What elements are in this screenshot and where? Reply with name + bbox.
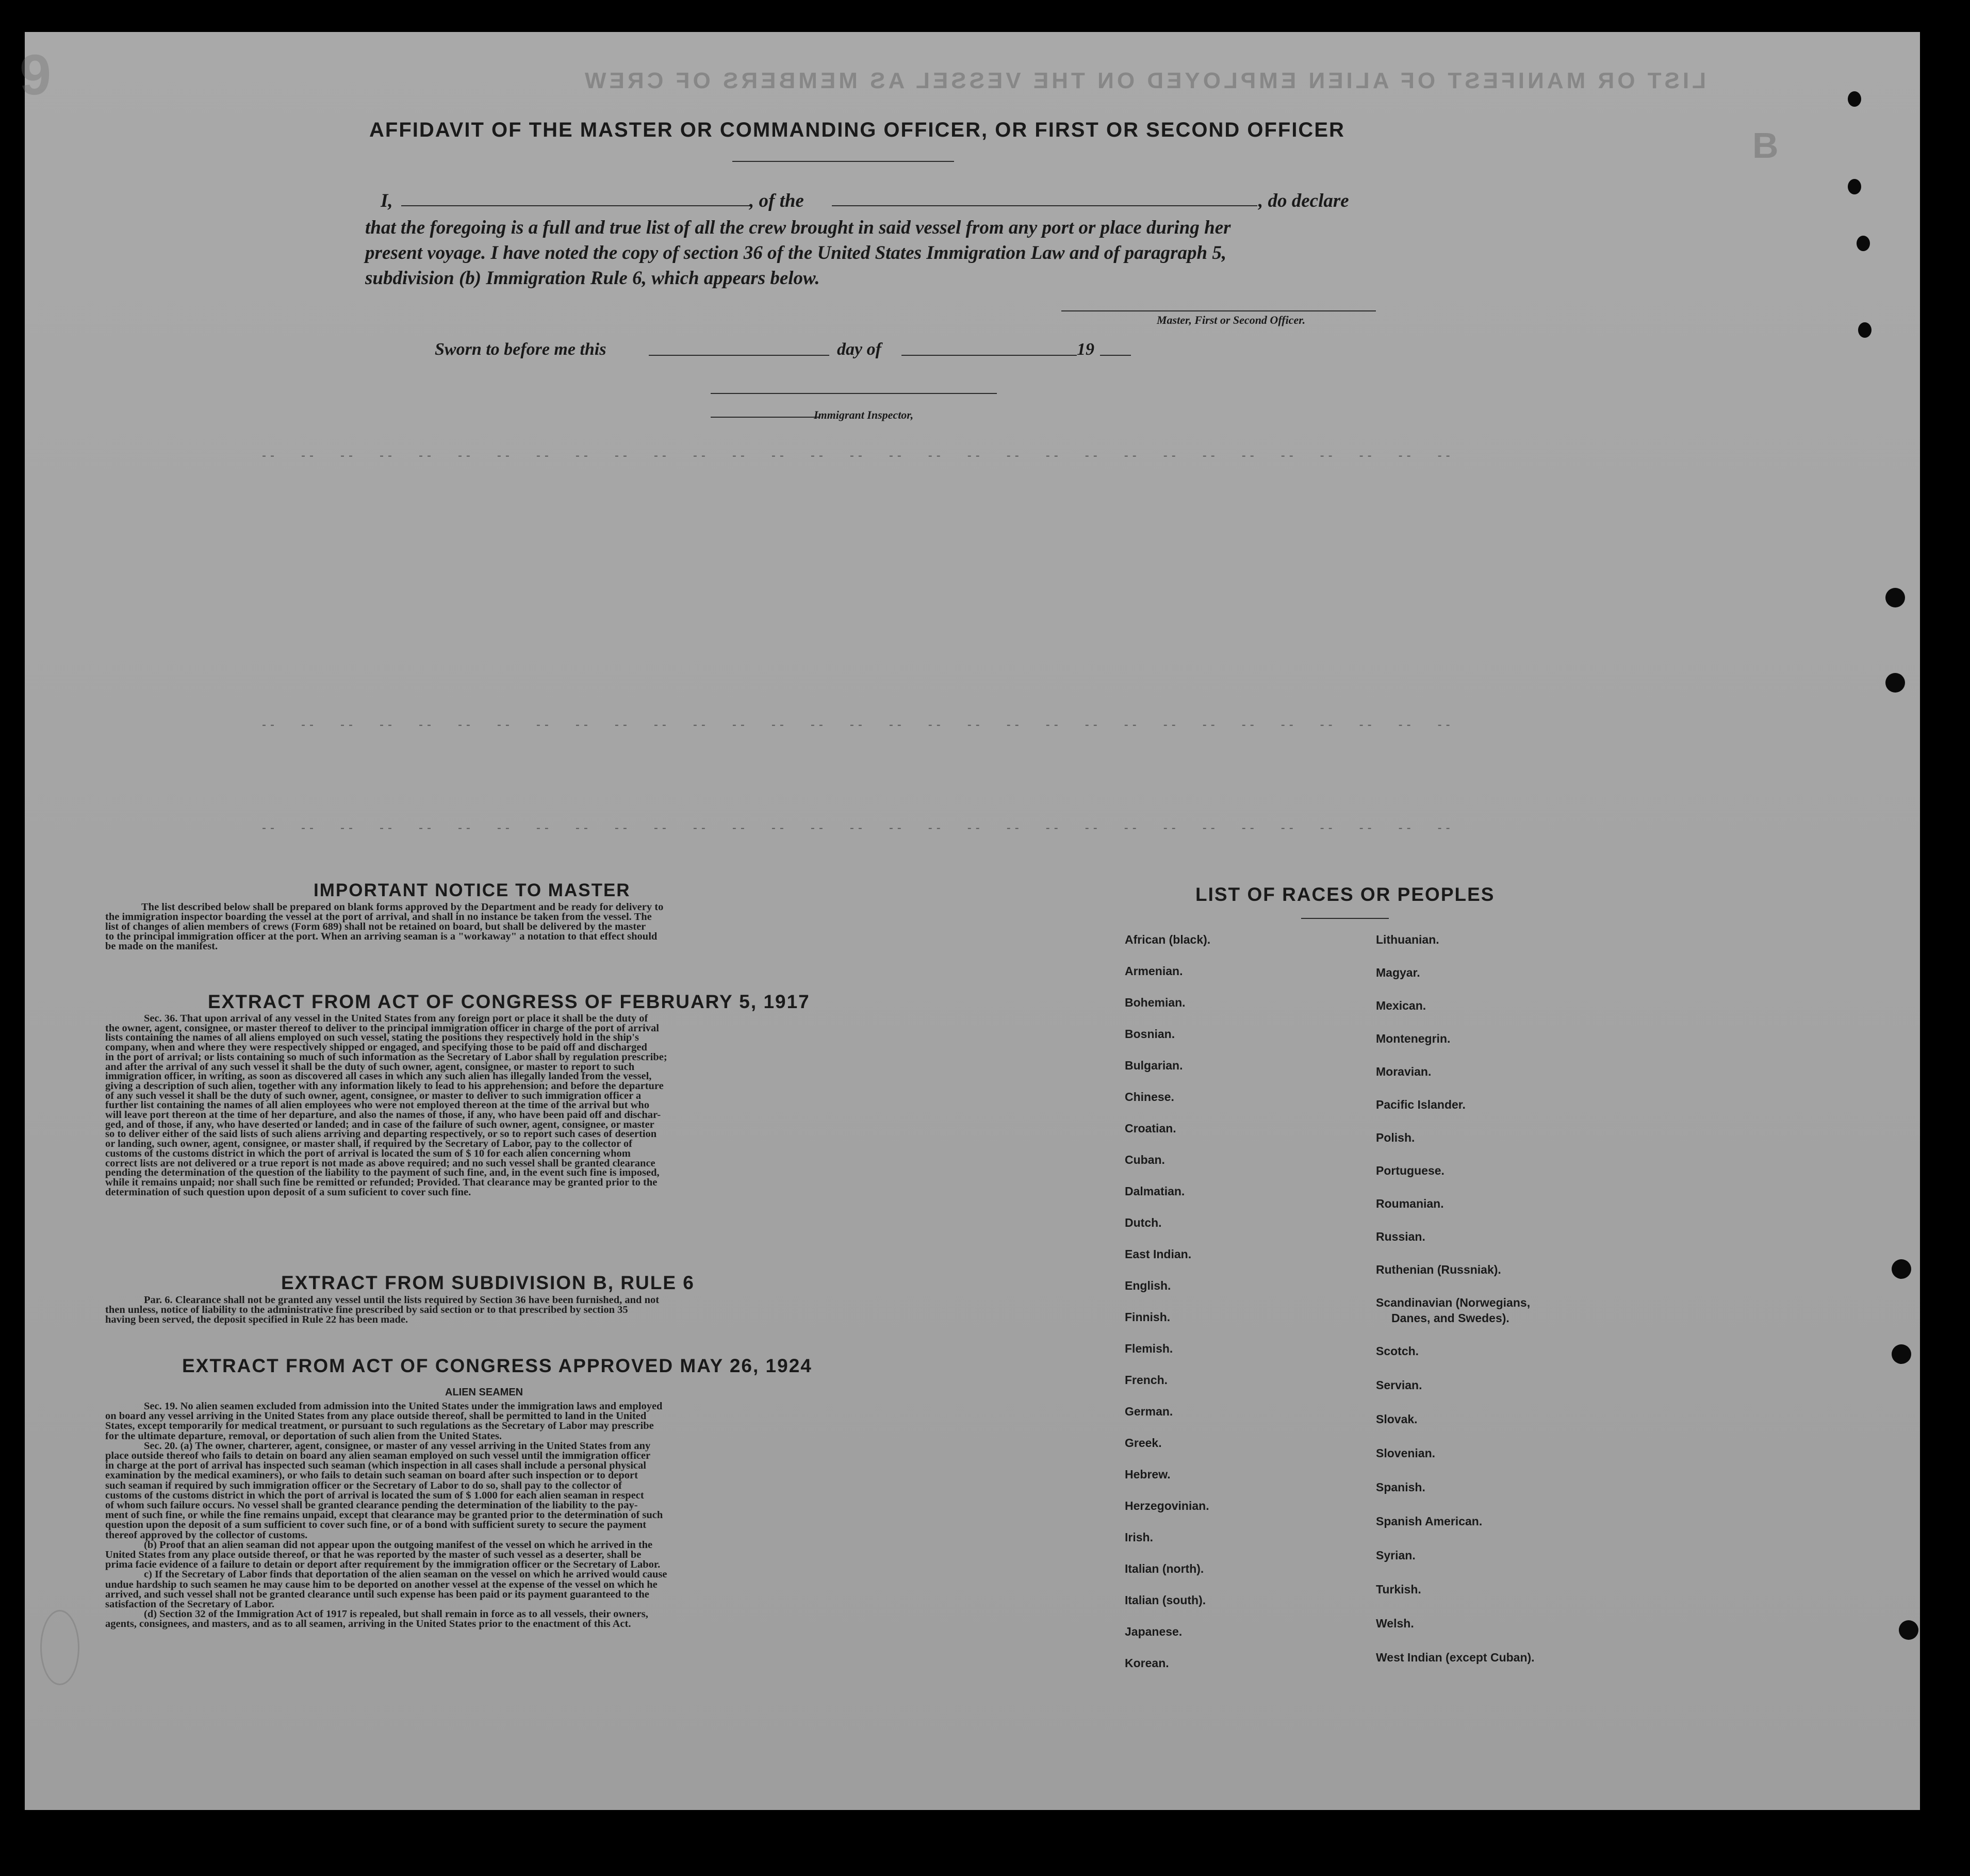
binder-hole: [1892, 1344, 1911, 1364]
race-item: Finnish.: [1125, 1310, 1171, 1324]
extract-1917-line: will leave port thereon at the time of her departure, and also the names of those, if any, who have been paid off and dischar-: [105, 1109, 661, 1121]
race-item: Scandinavian (Norwegians,: [1376, 1296, 1531, 1309]
extract-1924-line: customs of the customs district in which the port of arrival is located the sum of $ 1.000 for each alien seaman in respect: [105, 1489, 644, 1501]
binder-hole: [1848, 91, 1861, 107]
extract-1924-line: prima facie evidence of a failure to detain or deport after requirement by the immigration officer or the Secretary of Labor.: [105, 1559, 661, 1571]
extract-1924-line: United States from any place outside thereof, or that he was reported by the master of such vessel as a deserter, shall be: [105, 1549, 642, 1561]
races-title: LIST OF RACES OR PEOPLES: [1195, 884, 1495, 905]
race-item: Polish.: [1376, 1131, 1415, 1144]
race-item: East Indian.: [1125, 1247, 1192, 1261]
race-item: Slovenian.: [1376, 1446, 1436, 1460]
race-item: Chinese.: [1125, 1090, 1174, 1104]
race-item: Irish.: [1125, 1531, 1153, 1544]
race-item: Moravian.: [1376, 1065, 1432, 1078]
extract-1917-line: the owner, agent, consignee, or master thereof to deliver to the principal immigration officer in charge of the port of arrival: [105, 1022, 659, 1034]
race-item: Japanese.: [1125, 1625, 1183, 1638]
bleed-through-corner: 9: [20, 43, 52, 107]
extract-1924-line: in charge at the port of arrival has inspected such seaman (which inspection in all cases shall include a personal physical: [105, 1460, 646, 1472]
extract-1917-line: customs of the customs district in which the port of arrival is located the sum of $ 10 for each alien concerning whom: [105, 1147, 631, 1159]
race-item: Welsh.: [1376, 1617, 1414, 1630]
affidavit-title: AFFIDAVIT OF THE MASTER OR COMMANDING OFFICER, OR FIRST OR SECOND OFFICER: [369, 119, 1345, 141]
notice-line: the immigration inspector boarding the vessel at the port of arrival, and shall in no instance be taken from the vessel. The: [105, 911, 652, 923]
extract-1924-line: undue hardship to such seamen he may cause him to be deported on another vessel at the expense of the vessel on which he: [105, 1578, 658, 1590]
race-item: Dalmatian.: [1125, 1184, 1185, 1198]
race-item: Italian (north).: [1125, 1562, 1204, 1575]
extract-1924-line: such seaman if required by such immigration officer or the Secretary of Labor to do so, shall pay to the collector of: [105, 1479, 622, 1491]
affidavit-i-label: I,: [381, 190, 393, 211]
extract-1917-line: company, when and where they were respectively shipped or engaged, and specifying those to be paid off and discharged: [105, 1042, 647, 1054]
affidavit-do-declare-label: , do declare: [1258, 190, 1349, 211]
notice-body: [105, 902, 905, 951]
races-right-column: [1376, 933, 1535, 1685]
race-item: Montenegrin.: [1376, 1032, 1451, 1045]
notice-line: list of changes of alien members of crews (Form 689) shall not be retained on board, but shall be delivered by the master: [105, 921, 646, 932]
document-page: [20, 32, 1920, 1810]
races-title-underline: [1301, 918, 1389, 919]
extract-1917-line: so to deliver either of the said lists of such aliens arriving and departing respectively, or so to report such cases of desertion: [105, 1128, 657, 1140]
race-item: Herzegovinian.: [1125, 1499, 1209, 1512]
race-item: Ruthenian (Russniak).: [1376, 1263, 1501, 1276]
race-item: Spanish American.: [1376, 1515, 1483, 1528]
extract-1924-line: agents, consignees, and masters, and as to all seamen, arriving in the United States prior to the enactment of this Act.: [105, 1618, 631, 1630]
binder-hole: [1899, 1620, 1918, 1640]
extract-1924-line: question upon the deposit of a sum sufficient to cover such fine, or of a bond with sufficient surety to secure the payment: [105, 1519, 647, 1531]
race-item: Cuban.: [1125, 1153, 1165, 1166]
race-item: Hebrew.: [1125, 1468, 1171, 1481]
extract-rule6-line: having been served, the deposit specified in Rule 22 has been made.: [105, 1314, 408, 1325]
day-of-label: day of: [837, 340, 881, 359]
race-item: Slovak.: [1376, 1412, 1418, 1426]
race-item: Dutch.: [1125, 1216, 1162, 1229]
extract-rule6-line: then unless, notice of liability to the administrative fine prescribed by said section or to that prescribed by section 35: [105, 1304, 628, 1315]
faint-seal: [40, 1610, 79, 1685]
extract-1924-body: [105, 1402, 910, 1630]
binder-hole: [1858, 322, 1871, 338]
extract-1917-line: or landing, such owner, agent, consignee, or master shall, if required by the Secretary of Labor, pay to the collector of: [105, 1138, 632, 1150]
race-item: Magyar.: [1376, 966, 1420, 979]
binder-hole: [1885, 673, 1905, 693]
race-item: Lithuanian.: [1376, 933, 1439, 946]
bleed-through-mark: B: [1752, 125, 1779, 166]
extract-1917-line: correct lists are not delivered or a true report is not made as above required; and no such vessel shall be granted clearance: [105, 1157, 655, 1169]
extract-1917-line: in the port of arrival; or lists containing so much of such information as the Secretary of Labor shall by regulation prescribe;: [105, 1051, 667, 1063]
race-item: Italian (south).: [1125, 1593, 1206, 1607]
extract-rule6-title: EXTRACT FROM SUBDIVISION B, RULE 6: [281, 1272, 695, 1293]
race-item: African (black).: [1125, 933, 1211, 946]
extract-1917-line: determination of such question upon deposit of a sum suficient to cover such fine.: [105, 1186, 471, 1198]
bleed-dashes: -- -- -- -- -- -- -- -- -- -- -- -- -- -- -- -- -- -- -- -- -- -- -- -- -- -- -- -- -- -- --: [262, 449, 1454, 463]
binder-hole: [1848, 179, 1861, 194]
vessel-blank[interactable]: [832, 205, 1257, 206]
extract-1917-line: Sec. 36. That upon arrival of any vessel in the United States from any foreign port or place it shall be the duty of: [144, 1013, 648, 1024]
extract-1924-line: on board any vessel arriving in the United States from any place outside thereof, shall be permitted to land in the United: [105, 1410, 647, 1422]
race-item: Portuguese.: [1376, 1164, 1444, 1177]
extract-1924-line: place outside thereof who fails to detain on board any alien seaman employed on such vessel until the immigration officer: [105, 1450, 651, 1462]
notice-line: be made on the manifest.: [105, 941, 218, 952]
extract-1924-line: for the ultimate departure, removal, or deportation of such alien from the United States.: [105, 1430, 502, 1442]
bleed-dashes: -- -- -- -- -- -- -- -- -- -- -- -- -- -- -- -- -- -- -- -- -- -- -- -- -- -- -- -- -- -- --: [262, 718, 1454, 732]
extract-1924-line: (b) Proof that an alien seaman did not appear upon the outgoing manifest of the vessel on which he arrived in the: [144, 1539, 653, 1551]
race-item: Mexican.: [1376, 999, 1426, 1012]
master-signature-label: Master, First or Second Officer.: [1157, 314, 1306, 326]
extract-1924-line: Sec. 20. (a) The owner, charterer, agent, consignee, or master of any vessel arriving in the United States from any: [144, 1440, 651, 1452]
bleed-through-header: LIST OR MANIFEST OF ALIEN EMPLOYED ON THE VESSEL AS MEMBERS OF CREW: [582, 68, 1706, 93]
race-item: Armenian.: [1125, 964, 1183, 978]
race-item: Bosnian.: [1125, 1027, 1175, 1041]
title-underline: [732, 161, 954, 162]
race-item: French.: [1125, 1373, 1168, 1387]
binder-hole: [1892, 1259, 1911, 1279]
extract-1924-line: arrived, and such vessel shall not be granted clearance until such expense has been paid or its payment guaranteed to the: [105, 1588, 649, 1600]
race-item: Roumanian.: [1376, 1197, 1444, 1210]
extract-1924-line: satisfaction of the Secretary of Labor.: [105, 1599, 274, 1610]
binder-hole: [1885, 588, 1905, 607]
race-item: Greek.: [1125, 1436, 1162, 1450]
race-item: West Indian (except Cuban).: [1376, 1651, 1535, 1664]
extract-1924-subtitle: ALIEN SEAMEN: [445, 1387, 523, 1398]
bleed-dashes: -- -- -- -- -- -- -- -- -- -- -- -- -- -- -- -- -- -- -- -- -- -- -- -- -- -- -- -- -- -- --: [262, 821, 1454, 835]
extract-1917-body: [105, 1014, 905, 1197]
race-item: Flemish.: [1125, 1342, 1173, 1355]
extract-1917-line: and after the arrival of any such vessel it shall be the duty of such owner, agent, consignee, or master to report to such: [105, 1061, 635, 1073]
name-blank[interactable]: [401, 205, 752, 206]
extract-1917-line: lists containing the names of all aliens employed on such vessel, stating the positions they respectively hold in the ship's: [105, 1032, 639, 1044]
affidavit-text-line: subdivision (b) Immigration Rule 6, which appears below.: [365, 268, 820, 289]
extract-1917-line: pending the determination of the question of the liability to the payment of such fine, and, in the event such fine is imposed,: [105, 1167, 660, 1179]
extract-1917-line: ged, and of those, if any, who have deserted or landed; and in case of the failure of such owner, agent, consignee, or master: [105, 1118, 654, 1130]
master-signature-line[interactable]: [1061, 310, 1376, 311]
extract-1924-line: examination by the medical examiners), or who fails to detain such seaman on board after such inspection or to deport: [105, 1470, 638, 1482]
race-item: German.: [1125, 1405, 1173, 1418]
extract-1924-line: thereof approved by the collector of customs.: [105, 1529, 308, 1541]
notice-line: to the principal immigration officer at the port. When an arriving seaman is a "workaway" a notation to that effect should: [105, 931, 658, 942]
race-item: Bohemian.: [1125, 996, 1186, 1009]
extract-1924-line: c) If the Secretary of Labor finds that deportation of the alien seaman on the vessel on which he arrived would cause: [144, 1569, 667, 1581]
race-item: Korean.: [1125, 1656, 1169, 1670]
sworn-label: Sworn to before me this: [435, 340, 606, 359]
race-item: Turkish.: [1376, 1583, 1421, 1596]
race-item: Servian.: [1376, 1378, 1422, 1392]
race-item: Scotch.: [1376, 1344, 1419, 1358]
inspector-signature-line[interactable]: [711, 393, 997, 394]
race-item: Pacific Islander.: [1376, 1098, 1466, 1111]
sworn-day-blank[interactable]: [649, 355, 829, 356]
race-item: Syrian.: [1376, 1549, 1416, 1562]
extract-rule6-body: [105, 1295, 905, 1325]
inspector-label: Immigrant Inspector,: [814, 408, 914, 421]
affidavit-of-the-label: , of the: [749, 190, 804, 211]
extract-1917-line: while it remains unpaid; nor shall such fine be remitted or refunded; Provided. That clearance may be granted prior to the: [105, 1176, 658, 1188]
race-item: Russian.: [1376, 1230, 1425, 1243]
notice-title: IMPORTANT NOTICE TO MASTER: [314, 880, 631, 900]
affidavit-text-line: present voyage. I have noted the copy of section 36 of the United States Immigration Law and of paragraph 5,: [365, 242, 1227, 264]
race-item: Croatian.: [1125, 1122, 1176, 1135]
race-item: Danes, and Swedes).: [1391, 1311, 1509, 1325]
race-item: English.: [1125, 1279, 1171, 1292]
races-left-column: [1125, 933, 1210, 1688]
year-prefix: 19: [1077, 340, 1094, 359]
affidavit-text-line: that the foregoing is a full and true list of all the crew brought in said vessel from any port or place during her: [365, 217, 1231, 238]
race-item: Bulgarian.: [1125, 1059, 1183, 1072]
extract-1924-line: (d) Section 32 of the Immigration Act of 1917 is repealed, but shall remain in force as to all vessels, their owners,: [144, 1608, 648, 1620]
extract-1924-line: ment of such fine, or while the fine remains unpaid, except that clearance may be granted prior to the determination of such: [105, 1509, 663, 1521]
extract-1917-line: immigration officer, in writing, as soon as discovered all cases in which any such alien has illegally landed from the vessel,: [105, 1071, 652, 1082]
extract-1917-title: EXTRACT FROM ACT OF CONGRESS OF FEBRUARY 5, 1917: [208, 991, 810, 1012]
race-item: Spanish.: [1376, 1480, 1425, 1494]
extract-1924-line: Sec. 19. No alien seamen excluded from admission into the United States under the immigration laws and employed: [144, 1401, 663, 1412]
inspector-lead-line: [711, 417, 819, 418]
extract-1924-line: of whom such failure occurs. No vessel shall be granted clearance pending the determination of the liability to the pay-: [105, 1500, 638, 1511]
extract-1924-line: States, except temporarily for medical treatment, or pursuant to such regulations as the Secretary of Labor may prescribe: [105, 1420, 654, 1432]
extract-1917-line: of any such vessel it shall be the duty of such owner, agent, consignee, or master to deliver to such immigration officer a: [105, 1090, 642, 1101]
extract-1917-line: further list containing the names of all alien employees who were not employed thereon at the time of the arrival but who: [105, 1099, 650, 1111]
sworn-month-blank[interactable]: [901, 355, 1077, 356]
extract-1917-line: giving a description of such alien, together with any information likely to lead to his apprehension; and before the departure: [105, 1080, 664, 1092]
binder-hole: [1857, 236, 1870, 251]
notice-line: The list described below shall be prepared on blank forms approved by the Department and be ready for delivery to: [141, 901, 664, 913]
year-blank[interactable]: [1100, 355, 1131, 356]
extract-rule6-line: Par. 6. Clearance shall not be granted any vessel until the lists required by Section 36 have been furnished, and not: [144, 1294, 660, 1306]
extract-1924-title: EXTRACT FROM ACT OF CONGRESS APPROVED MAY 26, 1924: [182, 1355, 812, 1376]
